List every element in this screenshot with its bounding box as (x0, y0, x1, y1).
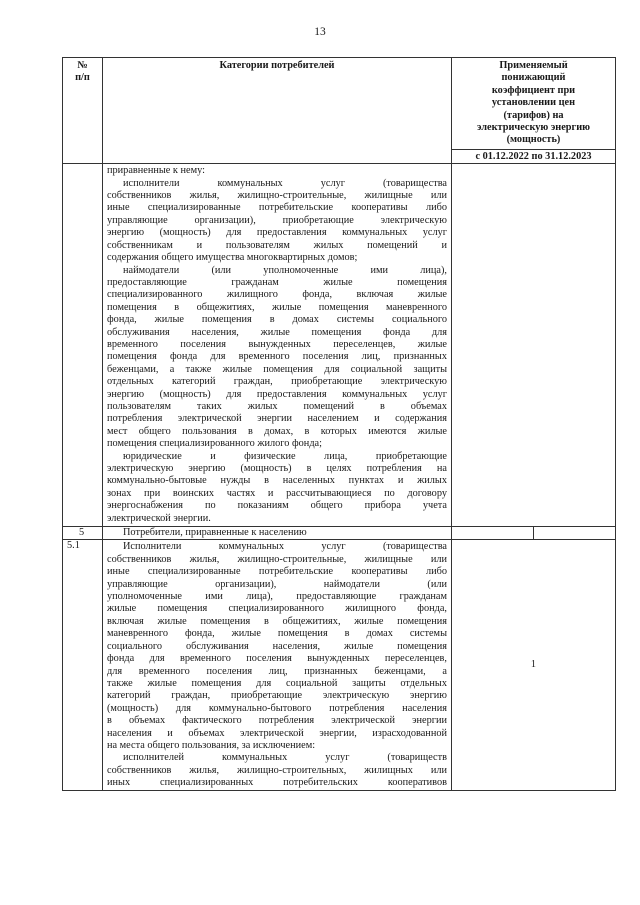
text-line: на места общего пользования, за исключением: (107, 739, 316, 751)
text-line: населения и объемах электрической энергии, израсходованной (107, 727, 447, 739)
row-coefficient-empty (452, 527, 616, 540)
text-line: зонах при воинских частях и рассчитывающиеся по договору (107, 487, 447, 499)
text-line: для временного поселения лиц, признанных беженцами, а (107, 665, 447, 677)
text-line: потребления электрической энергии населением и содержания (107, 413, 447, 425)
line-intro: приравненные к нему: (107, 165, 205, 177)
text-line: включая жилые помещения в общежитиях, жилые помещения (107, 615, 447, 627)
row-category (103, 540, 452, 790)
text-line: отдельных категорий граждан, приобретающие электрическую (107, 376, 447, 388)
text-line: обслуживания населения, жилые помещения фонда для (107, 326, 447, 338)
text-line: жилые помещения специализированного жилищного фонда, (107, 603, 447, 615)
text-line: категорий граждан, приобретающие электрическую энергию (107, 690, 447, 702)
coefficient-subcells (452, 527, 615, 539)
header-category: Категории потребителей (103, 58, 452, 164)
text-line: иные специализированные потребительские кооперативы либо (107, 566, 447, 578)
text-line: коммунально-бытовые нужды в населенных пунктах и жилых (107, 475, 447, 487)
text-line: наймодатели (или уполномоченные ими лица), (123, 264, 447, 276)
page-number: 13 (314, 26, 326, 38)
header-coefficient (452, 58, 616, 164)
table-header-row (63, 58, 616, 164)
text-line: управляющие организации), наймодатели (или (107, 578, 447, 590)
text-line: помещения в общежитиях, жилые помещения маневренного (107, 301, 447, 313)
text-line: помещения специализированного жилого фонда; (107, 438, 322, 450)
text-line: иных специализированных потребительских кооперативов (107, 777, 447, 789)
row-category: Потребители, приравненные к населению (103, 527, 452, 540)
table-row-continuation (63, 164, 616, 527)
text-line: содержания общего имущества многоквартирных домов; (107, 252, 358, 264)
text-line: пользователям таких жилых помещений в объемах (107, 400, 447, 412)
cell-number-empty (63, 164, 103, 527)
text-line: в объемах фактического потребления электрической энергии (107, 715, 447, 727)
row-number: 5.1 (63, 540, 103, 790)
cell-coefficient-empty (452, 164, 616, 527)
text-line: беженцами, а также жилые помещения для социальной защиты (107, 363, 447, 375)
text-line: фонда для временного поселения вынужденных переселенцев, (107, 653, 447, 665)
text-line: исполнителей коммунальных услуг (товариществ (123, 752, 447, 764)
text-line: социального обслуживания населения, жилые помещения (107, 640, 447, 652)
text-line: маневренного фонда, жилые помещения в домах системы (107, 628, 447, 640)
text-line: собственников жилья, жилищно-строительные, жилищные или (107, 553, 447, 565)
text-line: (мощность) для коммунально-бытового потребления населения (107, 702, 447, 714)
text-line: юридические и физические лица, приобретающие (123, 450, 447, 462)
text-line: мест общего пользования в домах, в которых имеются жилые (107, 425, 447, 437)
text-line: временного поселения вынужденных переселенцев, жилые (107, 338, 447, 350)
text-line: уполномоченные ими лица), предоставляющие гражданам (107, 591, 447, 603)
text-line: специализированного жилищного фонда, включая жилые (107, 289, 447, 301)
table-row-5 (63, 527, 616, 540)
text-line: Исполнители коммунальных услуг (товарищества (123, 541, 447, 553)
text-line: иные специализированные потребительские кооперативы либо (107, 202, 447, 214)
text-line: управляющие организации), приобретающие электрическую (107, 214, 447, 226)
text-line: электрическую энергию (мощность) в целях потребления на (107, 463, 447, 474)
text-line: исполнители коммунальных услуг (товарищества (123, 177, 447, 189)
header-coefficient-text: Применяемый понижающий коэффициент при установлении цен (тарифов) на электрическую энергию (мощность) (477, 60, 590, 146)
text-line: энергию (мощность) для предоставления коммунальных услуг (107, 227, 447, 239)
row-coefficient-value: 1 (452, 540, 616, 790)
tariff-table (62, 57, 616, 791)
text-line: собственникам и пользователям жилых помещений и (107, 239, 447, 251)
row-number: 5 (63, 527, 103, 540)
header-number: № п/п (63, 58, 103, 164)
text-line: энергию (мощность) для предоставления коммунальных услуг (107, 388, 447, 400)
text-line: фонда, жилые помещения в домах системы социального (107, 314, 447, 326)
text-line: собственников жилья, жилищно-строительные, жилищные или (107, 190, 447, 202)
text-line: предоставляющие гражданам жилые помещения (107, 276, 447, 288)
text-line: также жилые помещения для социальной защиты отдельных (107, 677, 447, 689)
text-line: электрической энергии. (107, 512, 211, 524)
cell-continuation-text (103, 164, 452, 527)
table-row-5-1 (63, 540, 616, 790)
header-period: с 01.12.2022 по 31.12.2023 (452, 149, 615, 163)
text-line: собственников жилья, жилищно-строительных, жилищных или (107, 764, 447, 776)
text-line: помещения фонда для временного поселения лиц, признанных (107, 351, 447, 363)
text-line: энергоснабжения по показаниям общего прибора учета (107, 500, 447, 512)
